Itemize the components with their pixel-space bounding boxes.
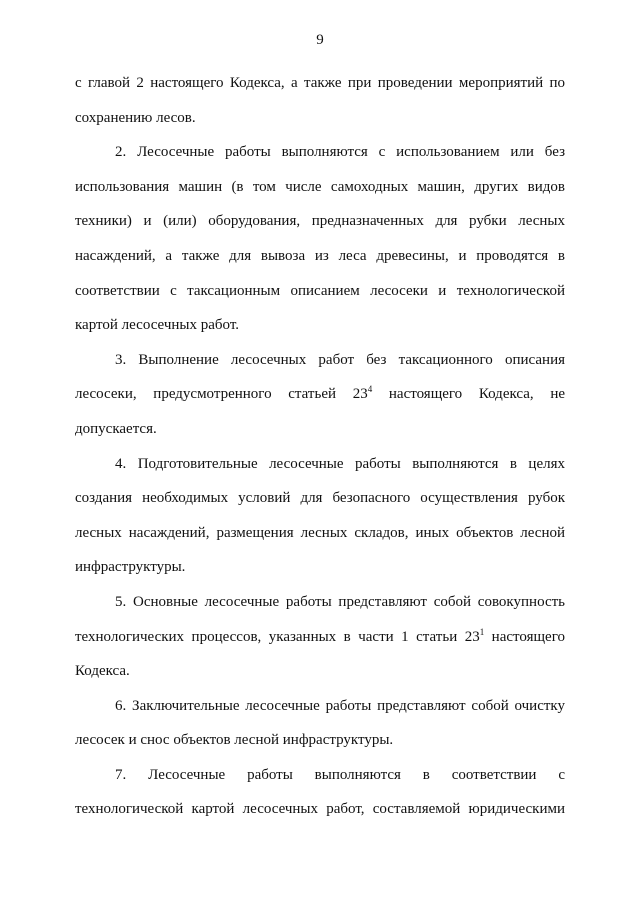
paragraph-3-text-after: настоящего Кодекса, не допускается. — [75, 386, 565, 437]
paragraph-5 — [75, 585, 565, 689]
paragraph-6: 6. Заключительные лесосечные работы представляют собой очистку лесосек и снос объектов лесной инфраструктуры. — [75, 697, 565, 749]
page-number: 9 — [316, 32, 324, 48]
paragraph-3-text-before: 3. Выполнение лесосечных работ без таксационного описания лесосеки, предусмотренного статьей 23 — [75, 351, 565, 403]
paragraph-5-text-before: 5. Основные лесосечные работы представляют собой совокупность технологических процессов, указанных в части 1 статьи 23 — [75, 593, 565, 645]
paragraph-5-superscript: 1 — [479, 626, 485, 637]
paragraph-4: 4. Подготовительные лесосечные работы выполняются в целях создания необходимых условий для безопасного осуществления рубок лесных насаждений, размещения лесных складов, иных объектов лесной инфраструктуры. — [75, 455, 565, 576]
paragraph-5-text-after: настоящего Кодекса. — [75, 628, 565, 680]
paragraph-2: 2. Лесосечные работы выполняются с использованием или без использования машин (в том числе самоходных машин, других видов техники) и (или) оборудования, предназначенных для рубки лесных насаждений, а также для вывоза из леса древесины, и проводятся в соответствии с таксационным описанием лесосеки и технологической картой лесосечных работ. — [75, 144, 565, 334]
paragraph-3 — [75, 343, 565, 447]
paragraph-7: 7. Лесосечные работы выполняются в соответствии с технологической картой лесосечных работ, составляемой юридическими — [75, 766, 565, 818]
paragraph-3-superscript: 4 — [367, 384, 373, 395]
paragraph-continuation: с главой 2 настоящего Кодекса, а также при проведении мероприятий по сохранению лесов. — [75, 75, 565, 126]
document-body — [75, 66, 565, 827]
